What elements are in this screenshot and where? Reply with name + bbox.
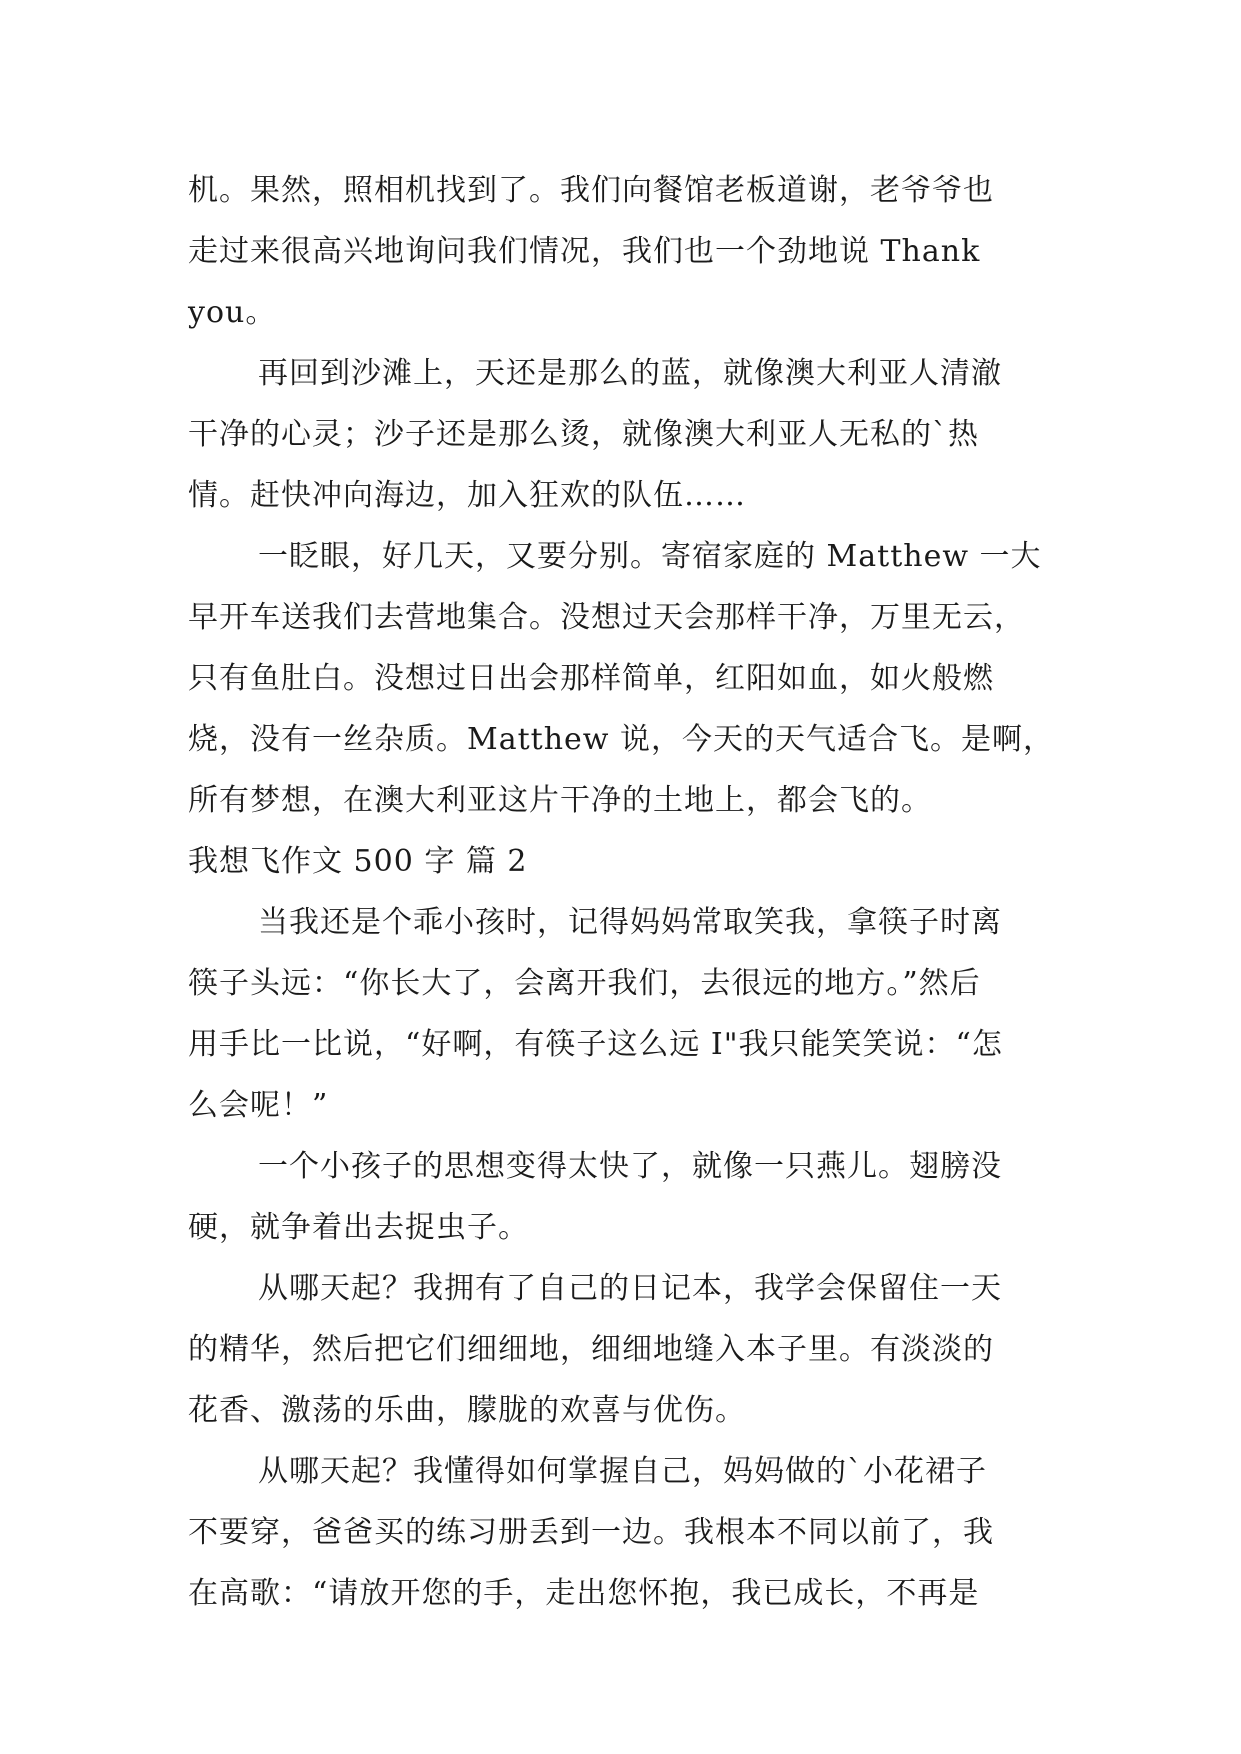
- text-line: 干净的心灵；沙子还是那么烫，就像澳大利亚人无私的`热: [188, 417, 979, 452]
- text-line: 不要穿，爸爸买的练习册丢到一边。我根本不同以前了，我: [188, 1515, 994, 1550]
- text-line: 的精华，然后把它们细细地，细细地缝入本子里。有淡淡的: [188, 1332, 994, 1367]
- text-line: 花香、激荡的乐曲，朦胧的欢喜与优伤。: [188, 1393, 746, 1428]
- text-line: 从哪天起？我拥有了自己的日记本，我学会保留住一天: [258, 1271, 1002, 1306]
- text-line: 机。果然，照相机找到了。我们向餐馆老板道谢，老爷爷也: [188, 173, 994, 208]
- text-line: 在高歌：“请放开您的手，走出您怀抱，我已成长，不再是: [188, 1576, 980, 1611]
- text-line: 所有梦想，在澳大利亚这片干净的土地上，都会飞的。: [188, 783, 932, 818]
- text-line: 一个小孩子的思想变得太快了，就像一只燕儿。翅膀没: [258, 1149, 1002, 1184]
- text-line: 当我还是个乖小孩时，记得妈妈常取笑我，拿筷子时离: [258, 905, 1002, 940]
- text-line: 早开车送我们去营地集合。没想过天会那样干净，万里无云，: [188, 600, 1025, 635]
- text-line: 走过来很高兴地询问我们情况，我们也一个劲地说 Thank: [188, 234, 981, 269]
- text-line: 么会呢！”: [188, 1088, 329, 1123]
- text-line: 我想飞作文 500 字 篇 2: [188, 844, 528, 879]
- text-line: 只有鱼肚白。没想过日出会那样简单，红阳如血，如火般燃: [188, 661, 994, 696]
- text-line: 用手比一比说，“好啊，有筷子这么远 I"我只能笑笑说：“怎: [188, 1027, 1003, 1062]
- text-line: you。: [188, 295, 277, 330]
- text-line: 再回到沙滩上，天还是那么的蓝，就像澳大利亚人清澈: [258, 356, 1002, 391]
- text-line: 情。赶快冲向海边，加入狂欢的队伍……: [188, 478, 746, 513]
- text-line: 筷子头远：“你长大了，会离开我们，去很远的地方。”然后: [188, 966, 981, 1001]
- text-line: 从哪天起？我懂得如何掌握自己，妈妈做的`小花裙子: [258, 1454, 987, 1489]
- text-line: 一眨眼，好几天，又要分别。寄宿家庭的 Matthew 一大: [258, 539, 1042, 574]
- text-line: 硬，就争着出去捉虫子。: [188, 1210, 529, 1245]
- text-line: 烧，没有一丝杂质。Matthew 说，今天的天气适合飞。是啊，: [188, 722, 1055, 757]
- document-body: [188, 160, 1055, 1624]
